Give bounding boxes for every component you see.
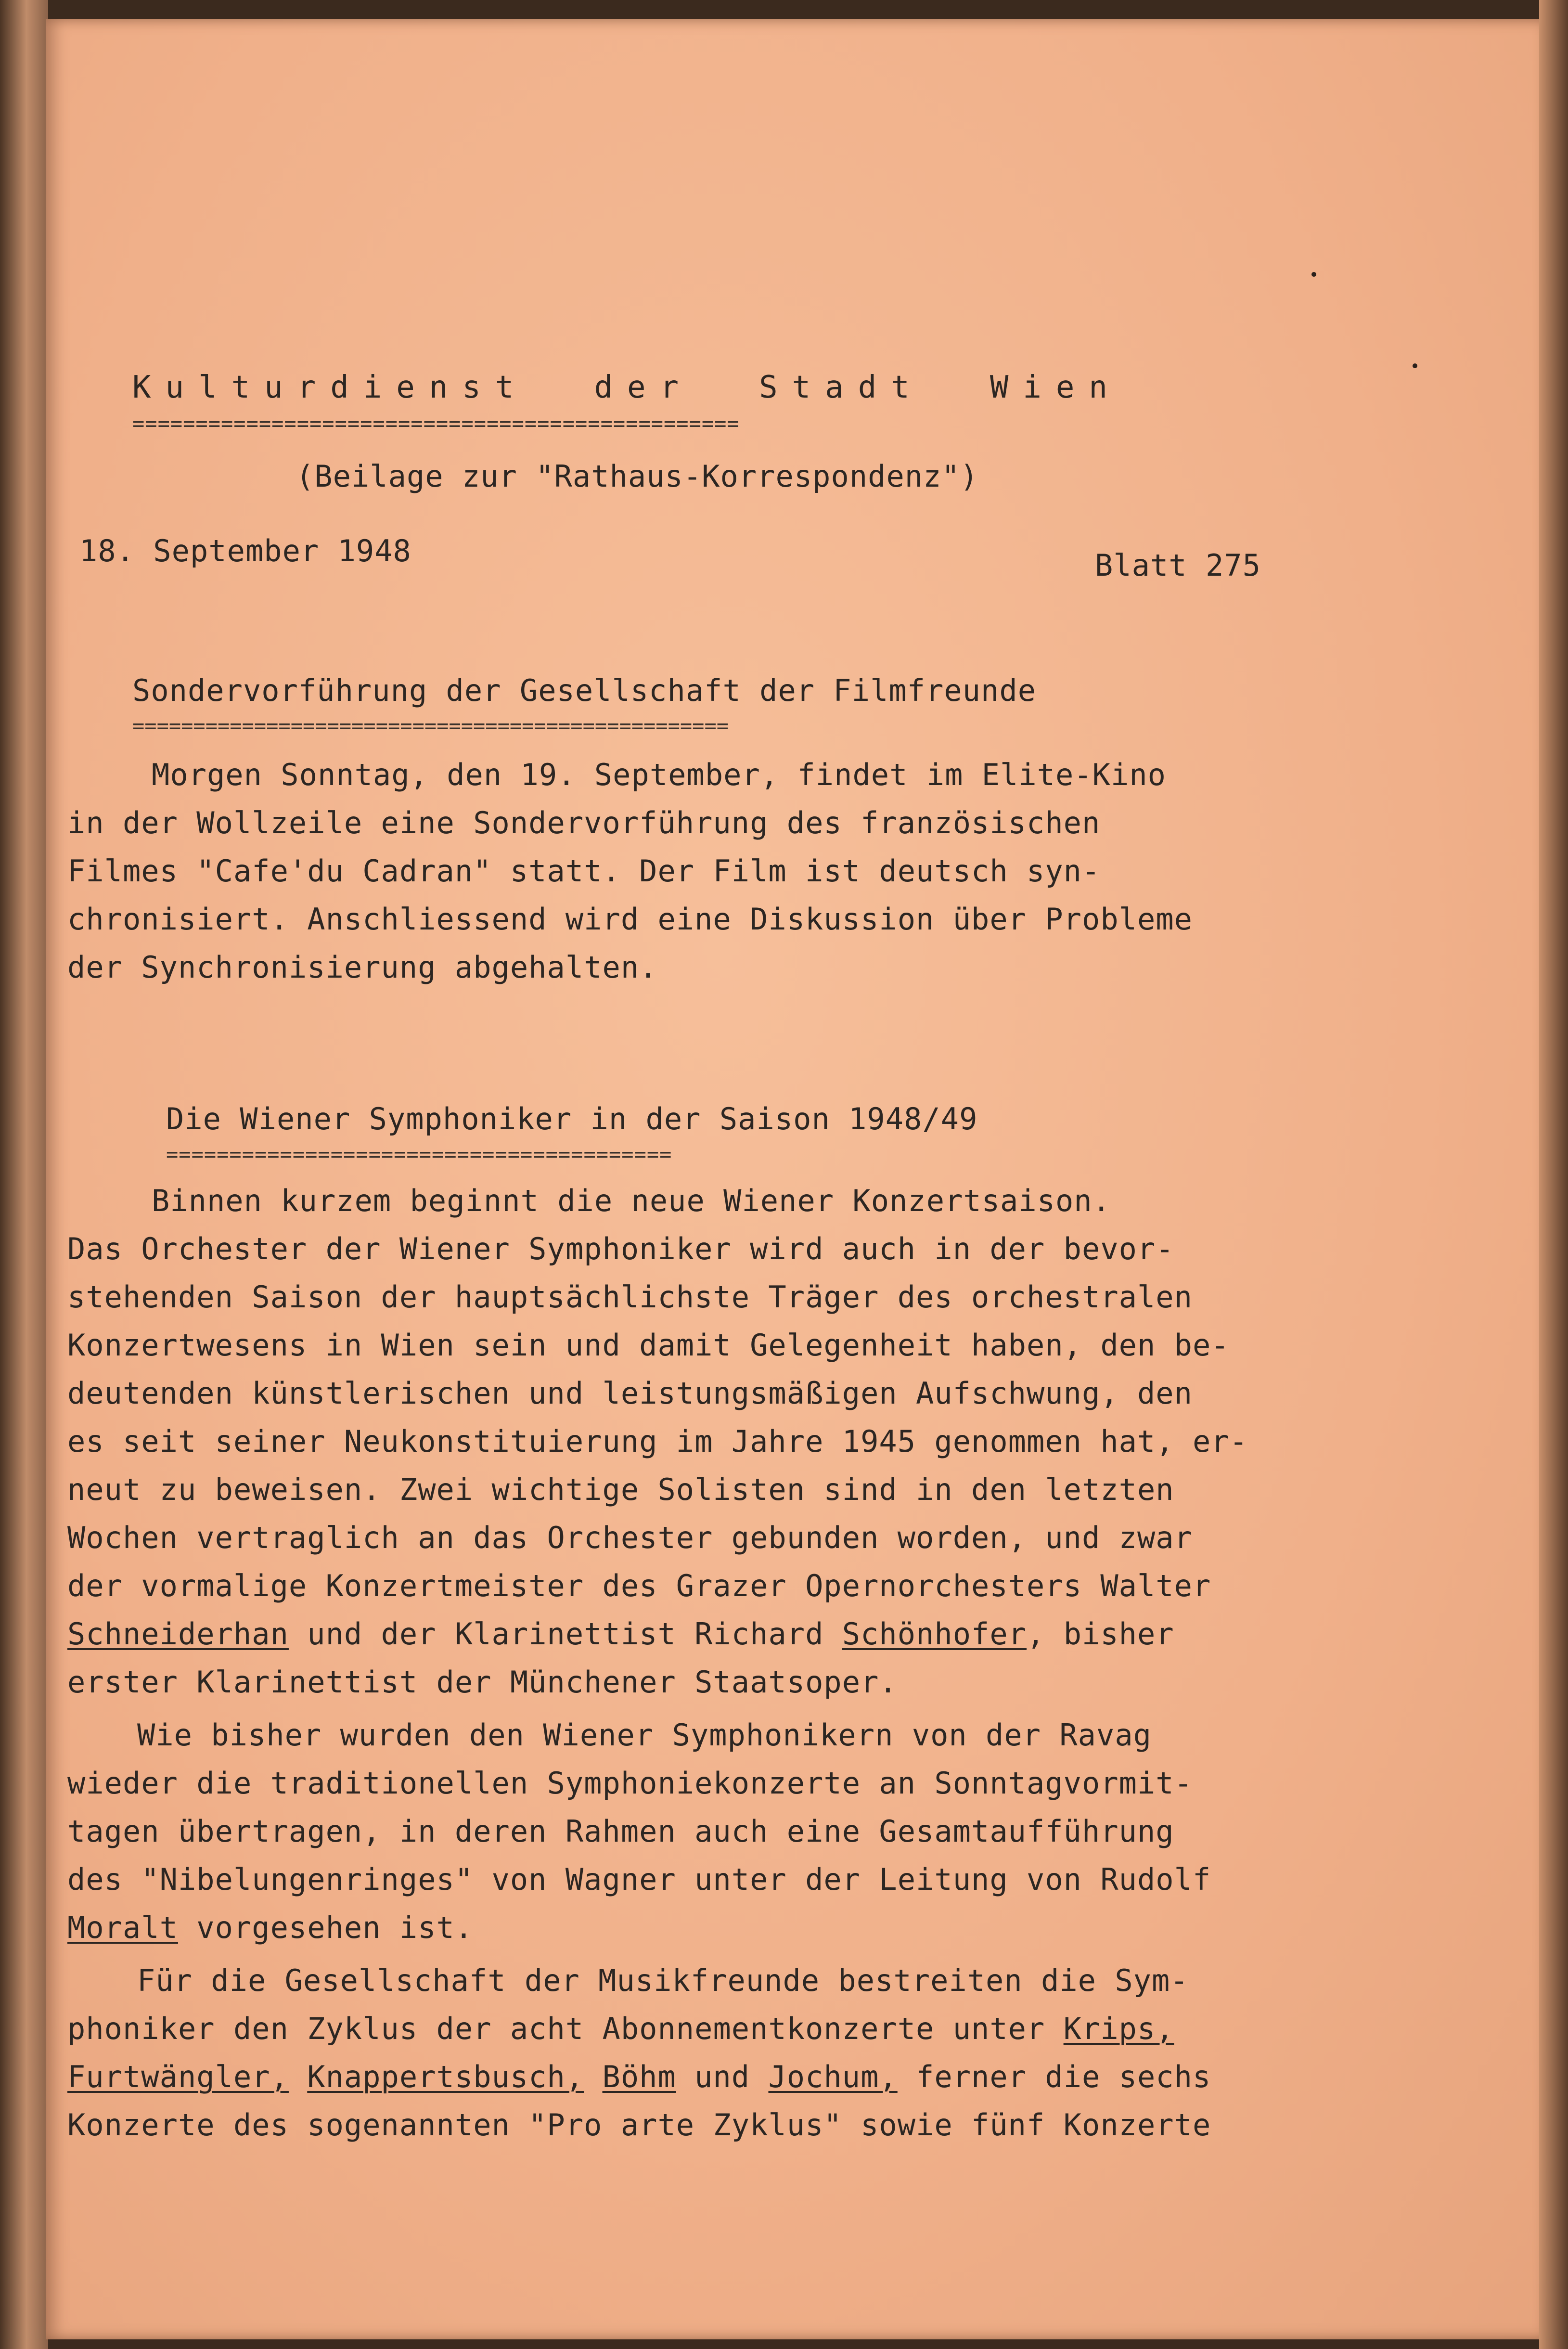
article2-line	[67, 2060, 1211, 2094]
article2-line: stehenden Saison der hauptsächlichste Träger des orchestralen	[67, 1279, 1193, 1315]
article2-rule: ========================================	[166, 1145, 672, 1164]
name-furtwaengler: Furtwängler,	[67, 2059, 289, 2094]
date: 18. September 1948	[79, 533, 411, 568]
article2-line: Für die Gesellschaft der Musikfreunde bestreiten die Sym-	[137, 1963, 1189, 1998]
name-boehm: Böhm	[602, 2059, 676, 2094]
article1-line: der Synchronisierung abgehalten.	[67, 950, 658, 985]
article2-line: Das Orchester der Wiener Symphoniker wird auch in der bevor-	[67, 1231, 1174, 1266]
article2-line: erster Klarinettist der Münchener Staatsoper.	[67, 1665, 898, 1700]
article2-heading: Die Wiener Symphoniker in der Saison 1948/49	[166, 1101, 978, 1136]
article2-line: Wie bisher wurden den Wiener Symphonikern von der Ravag	[137, 1717, 1152, 1753]
line-text: , bisher	[1027, 1616, 1174, 1652]
ink-speck	[1413, 363, 1417, 368]
ink-speck	[1311, 272, 1316, 277]
article2-line	[67, 1617, 1174, 1651]
article1-heading: Sondervorführung der Gesellschaft der Filmfreunde	[132, 673, 1037, 708]
sheet-number: Blatt 275	[1095, 548, 1261, 583]
article2-line: deutenden künstlerischen und leistungsmäßigen Aufschwung, den	[67, 1376, 1193, 1411]
article1-rule: =================================================	[132, 716, 729, 736]
article2-line: Wochen vertraglich an das Orchester gebunden worden, und zwar	[67, 1520, 1193, 1555]
line-text: vorgesehen ist.	[178, 1910, 474, 1945]
name-krips: Krips,	[1063, 2011, 1174, 2046]
article2-line: Konzertwesens in Wien sein und damit Gelegenheit haben, den be-	[67, 1328, 1230, 1363]
name-moralt: Moralt	[67, 1910, 178, 1945]
article2-line: Konzerte des sogenannten "Pro arte Zyklus" sowie fünf Konzerte	[67, 2107, 1211, 2142]
article2-line	[67, 1911, 473, 1945]
article2-line: neut zu beweisen. Zwei wichtige Solisten sind in den letzten	[67, 1472, 1174, 1507]
article2-line: tagen übertragen, in deren Rahmen auch eine Gesamtaufführung	[67, 1814, 1174, 1849]
page-title: Kulturdienst der Stadt Wien	[132, 370, 1122, 405]
line-text: und	[676, 2059, 769, 2094]
title-rule: ================================================	[132, 414, 740, 433]
right-page-edge	[1539, 0, 1568, 2349]
article1-line: Morgen Sonntag, den 19. September, findet im Elite-Kino	[152, 757, 1166, 792]
line-text: ferner die sechs	[897, 2059, 1211, 2094]
article1-line: chronisiert. Anschliessend wird eine Diskussion über Probleme	[67, 902, 1193, 937]
article1-line: Filmes "Cafe'du Cadran" statt. Der Film ist deutsch syn-	[67, 853, 1101, 889]
name-knappertsbusch: Knappertsbusch,	[307, 2059, 584, 2094]
subtitle: (Beilage zur "Rathaus-Korrespondenz")	[296, 459, 979, 494]
article2-line: Binnen kurzem beginnt die neue Wiener Konzertsaison.	[152, 1183, 1111, 1218]
article1-line: in der Wollzeile eine Sondervorführung des französischen	[67, 805, 1101, 840]
line-text: phoniker den Zyklus der acht Abonnementkonzerte unter	[67, 2011, 1064, 2046]
name-jochum: Jochum,	[768, 2059, 898, 2094]
name-schoenhofer: Schönhofer	[842, 1616, 1027, 1652]
line-text	[289, 2059, 307, 2094]
article2-line	[67, 2012, 1174, 2046]
article2-line: es seit seiner Neukonstituierung im Jahre 1945 genommen hat, er-	[67, 1424, 1248, 1459]
article2-line: des "Nibelungenringes" von Wagner unter der Leitung von Rudolf	[67, 1862, 1211, 1897]
line-text	[584, 2059, 602, 2094]
left-page-edge	[0, 0, 48, 2349]
article2-line: der vormalige Konzertmeister des Grazer Opernorchesters Walter	[67, 1568, 1211, 1603]
line-text: und der Klarinettist Richard	[288, 1616, 842, 1652]
name-schneiderhan: Schneiderhan	[67, 1616, 289, 1652]
article2-line: wieder die traditionellen Symphoniekonzerte an Sonntagvormit-	[67, 1766, 1193, 1801]
